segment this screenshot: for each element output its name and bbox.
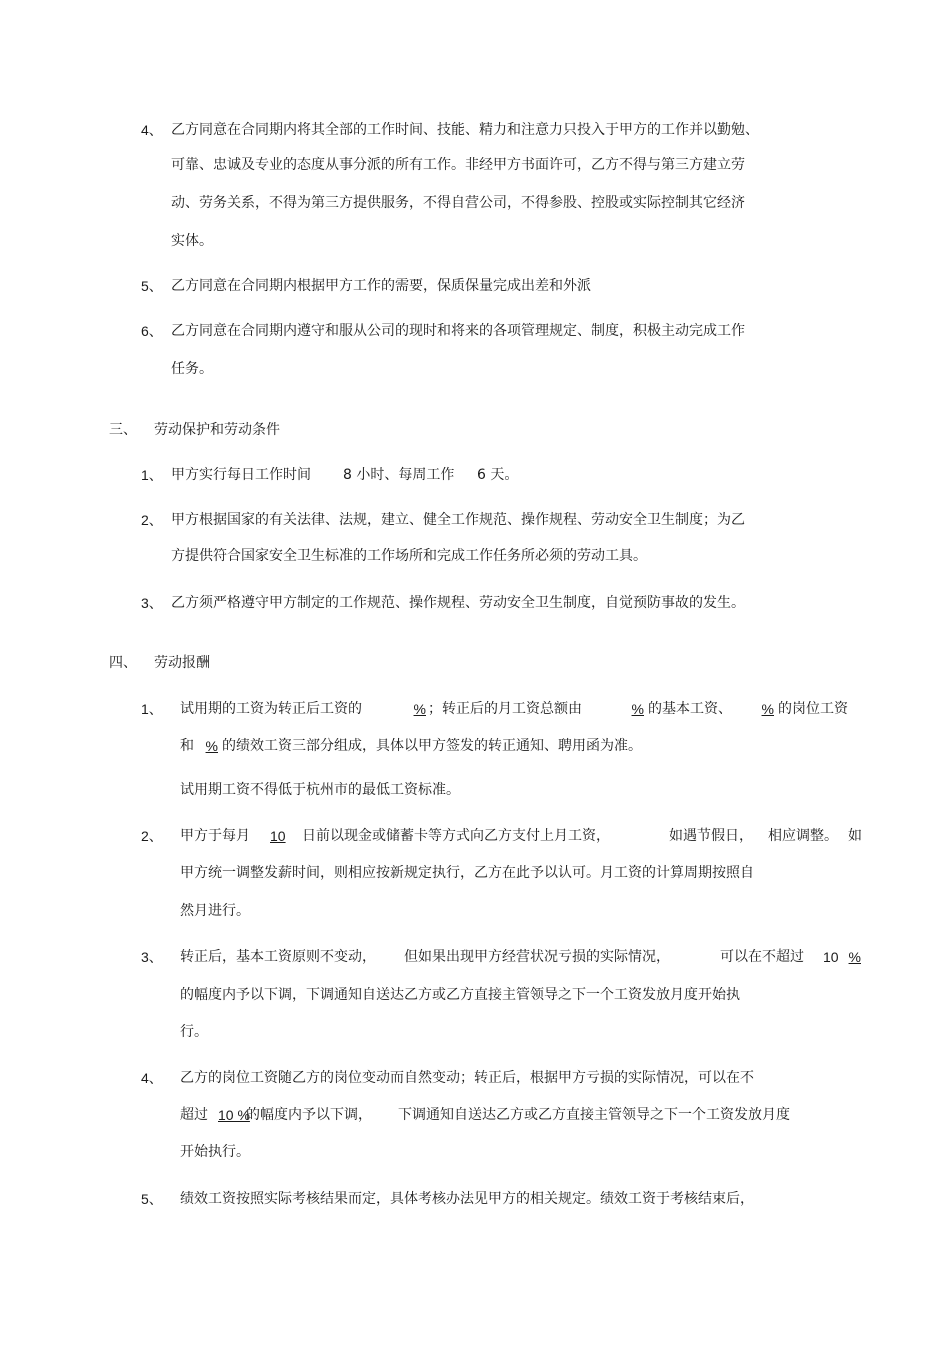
clause-text: 的绩效工资三部分组成，具体以甲方签发的转正通知、聘用函为准。 [222, 738, 642, 754]
clause-text: 甲方实行每日工作时间 [171, 467, 311, 483]
clause-text: 超过 [180, 1107, 208, 1123]
blank-percent: % [205, 738, 218, 754]
clause-text-line: 任务。 [171, 361, 213, 377]
clause-text: 8 小时、每周工作 [343, 467, 455, 483]
clause-text-line: 绩效工资按照实际考核结果而定，具体考核办法见甲方的相关规定。绩效工资于考核结束后， [180, 1191, 754, 1207]
clause-number: 3、 [141, 595, 163, 611]
section-number: 三、 [109, 422, 137, 438]
percent-value: 10 % [218, 1107, 250, 1123]
clause-text-line: 实体。 [171, 233, 213, 249]
clause-number: 1、 [141, 467, 163, 483]
blank-percent: % [631, 701, 644, 717]
clause-text: 如 [848, 828, 862, 844]
clause-text: ；转正后的月工资总额由 [428, 701, 582, 717]
clause-number: 4、 [141, 122, 163, 138]
clause-text-line: 乙方同意在合同期内将其全部的工作时间、技能、精力和注意力只投入于甲方的工作并以勤勉、 [171, 122, 759, 138]
clause-text-line: 的幅度内予以下调，下调通知自送达乙方或乙方直接主管领导之下一个工资发放月度开始执 [180, 987, 740, 1003]
clause-text: 转正后，基本工资原则不变动， [180, 949, 376, 965]
section-title: 劳动报酬 [154, 655, 210, 671]
clause-text: 如遇节假日， [669, 828, 753, 844]
clause-text: 相应调整。 [768, 828, 838, 844]
clause-text: 甲方于每月 [180, 828, 250, 844]
clause-text: 6 天。 [477, 467, 519, 483]
clause-number: 5、 [141, 1191, 163, 1207]
clause-number: 5、 [141, 278, 163, 294]
clause-text-line: 乙方同意在合同期内遵守和服从公司的现时和将来的各项管理规定、制度，积极主动完成工作 [171, 323, 745, 339]
clause-text-line: 试用期工资不得低于杭州市的最低工资标准。 [180, 782, 460, 798]
section-title: 劳动保护和劳动条件 [154, 422, 280, 438]
clause-text-line: 乙方同意在合同期内根据甲方工作的需要，保质保量完成出差和外派 [171, 278, 591, 294]
clause-number: 3、 [141, 949, 163, 965]
clause-text: 和 [180, 738, 194, 754]
clause-text: 可以在不超过 [720, 949, 804, 965]
clause-text: 的基本工资、 [648, 701, 732, 717]
clause-text-line: 乙方的岗位工资随乙方的岗位变动而自然变动；转正后，根据甲方亏损的实际情况，可以在不 [180, 1070, 754, 1086]
clause-text-line: 方提供符合国家安全卫生标准的工作场所和完成工作任务所必须的劳动工具。 [171, 548, 647, 564]
clause-text-line: 行。 [180, 1024, 208, 1040]
clause-text: 的幅度内予以下调， [246, 1107, 372, 1123]
percent-value: 10 [823, 949, 839, 965]
clause-text-line: 动、劳务关系，不得为第三方提供服务，不得自营公司，不得参股、控股或实际控制其它经济 [171, 195, 745, 211]
clause-text: 下调通知自送达乙方或乙方直接主管领导之下一个工资发放月度 [398, 1107, 790, 1123]
clause-text-line: 甲方统一调整发薪时间，则相应按新规定执行，乙方在此予以认可。月工资的计算周期按照自 [180, 865, 754, 881]
clause-text-line: 开始执行。 [180, 1144, 250, 1160]
clause-number: 2、 [141, 512, 163, 528]
section-number: 四、 [109, 655, 137, 671]
clause-number: 6、 [141, 323, 163, 339]
percent-sign: % [848, 949, 861, 965]
clause-number: 2、 [141, 828, 163, 844]
clause-text: 试用期的工资为转正后工资的 [180, 701, 362, 717]
clause-number: 1、 [141, 701, 163, 717]
clause-text-line: 甲方根据国家的有关法律、法规，建立、健全工作规范、操作规程、劳动安全卫生制度；为乙 [171, 512, 745, 528]
clause-text-line: 然月进行。 [180, 903, 250, 919]
clause-number: 4、 [141, 1070, 163, 1086]
blank-percent: % [413, 701, 426, 717]
clause-text-line: 乙方须严格遵守甲方制定的工作规范、操作规程、劳动安全卫生制度，自觉预防事故的发生。 [171, 595, 745, 611]
clause-text-line: 可靠、忠诚及专业的态度从事分派的所有工作。非经甲方书面许可，乙方不得与第三方建立劳 [171, 157, 745, 173]
blank-percent: % [761, 701, 774, 717]
clause-text: 日前以现金或储蓄卡等方式向乙方支付上月工资， [302, 828, 610, 844]
clause-text: 但如果出现甲方经营状况亏损的实际情况， [404, 949, 670, 965]
clause-text: 的岗位工资 [778, 701, 848, 717]
pay-day: 10 [270, 828, 286, 844]
